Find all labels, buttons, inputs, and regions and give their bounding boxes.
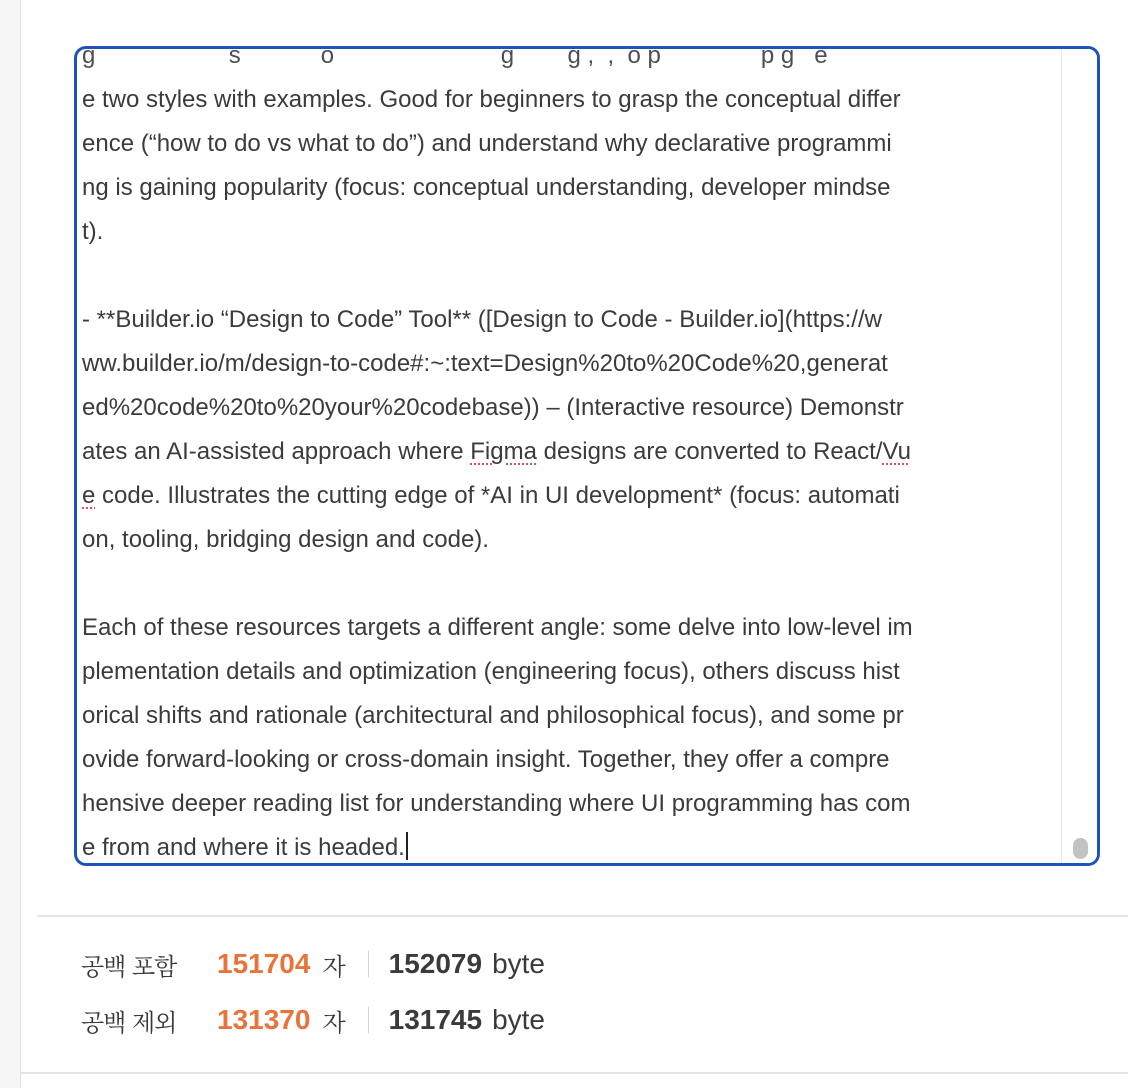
editor-viewport[interactable] <box>77 49 1061 863</box>
stat-separator <box>368 1007 369 1033</box>
byte-count-without-spaces: 131745 <box>388 1004 483 1035</box>
char-unit: 자 <box>322 952 346 981</box>
text-line: ng is gaining popularity (focus: conceptual understanding, developer mindse <box>82 174 891 201</box>
bottom-divider <box>21 1072 1128 1074</box>
text-line: ovide forward-looking or cross-domain insight. Together, they offer a compre <box>82 746 890 773</box>
stat-separator <box>368 951 369 977</box>
byte-unit: byte <box>492 1004 545 1035</box>
char-unit: 자 <box>322 1008 346 1037</box>
text-line: ence (“how to do vs what to do”) and understand why declarative programmi <box>82 130 892 157</box>
text-line: on, tooling, bridging design and code). <box>82 526 489 553</box>
text-line: Each of these resources targets a different angle: some delve into low-level im <box>82 614 913 641</box>
byte-count-with-spaces: 152079 <box>388 948 483 979</box>
text-line: g s o g g , , o p p g e <box>82 49 828 69</box>
stat-row-without-spaces <box>81 1000 545 1040</box>
editor-scrollbar[interactable] <box>1061 49 1097 863</box>
text-line: hensive deeper reading list for understanding where UI programming has com <box>82 790 911 817</box>
stats-divider <box>37 915 1128 917</box>
char-count-with-spaces: 151704 <box>217 948 311 979</box>
character-counter-page <box>20 0 1128 1088</box>
text-line: ww.builder.io/m/design-to-code#:~:text=Design%20to%20Code%20,generat <box>82 350 888 377</box>
char-count-without-spaces: 131370 <box>217 1004 311 1035</box>
text-line: e from and where it is headed. <box>82 834 405 861</box>
text-line: code. Illustrates the cutting edge of *AI in UI development* (focus: automati <box>95 482 900 509</box>
stat-label: 공백 포함 <box>81 952 177 981</box>
spellcheck-word[interactable]: Vu <box>882 438 911 465</box>
editor-textarea[interactable] <box>82 49 1057 863</box>
text-line: orical shifts and rationale (architectural and philosophical focus), and some pr <box>82 702 904 729</box>
stat-label: 공백 제외 <box>81 1008 177 1037</box>
scrollbar-thumb[interactable] <box>1073 838 1088 859</box>
text-line: t). <box>82 218 104 245</box>
text-line: e two styles with examples. Good for beginners to grasp the conceptual differ <box>82 86 901 113</box>
text-caret <box>406 832 408 860</box>
byte-unit: byte <box>492 948 545 979</box>
text-editor[interactable] <box>74 46 1100 866</box>
text-line: ates an AI-assisted approach where <box>82 438 471 465</box>
stat-row-with-spaces <box>81 944 545 984</box>
text-line: designs are converted to React/ <box>536 438 883 465</box>
text-line: ed%20code%20to%20your%20codebase)) – (Interactive resource) Demonstr <box>82 394 904 421</box>
text-line: plementation details and optimization (engineering focus), others discuss hist <box>82 658 900 685</box>
spellcheck-word[interactable]: Figma <box>470 438 537 465</box>
spellcheck-word[interactable]: e <box>82 482 96 509</box>
text-line: - **Builder.io “Design to Code” Tool** ([Design to Code - Builder.io](https://w <box>82 306 882 333</box>
